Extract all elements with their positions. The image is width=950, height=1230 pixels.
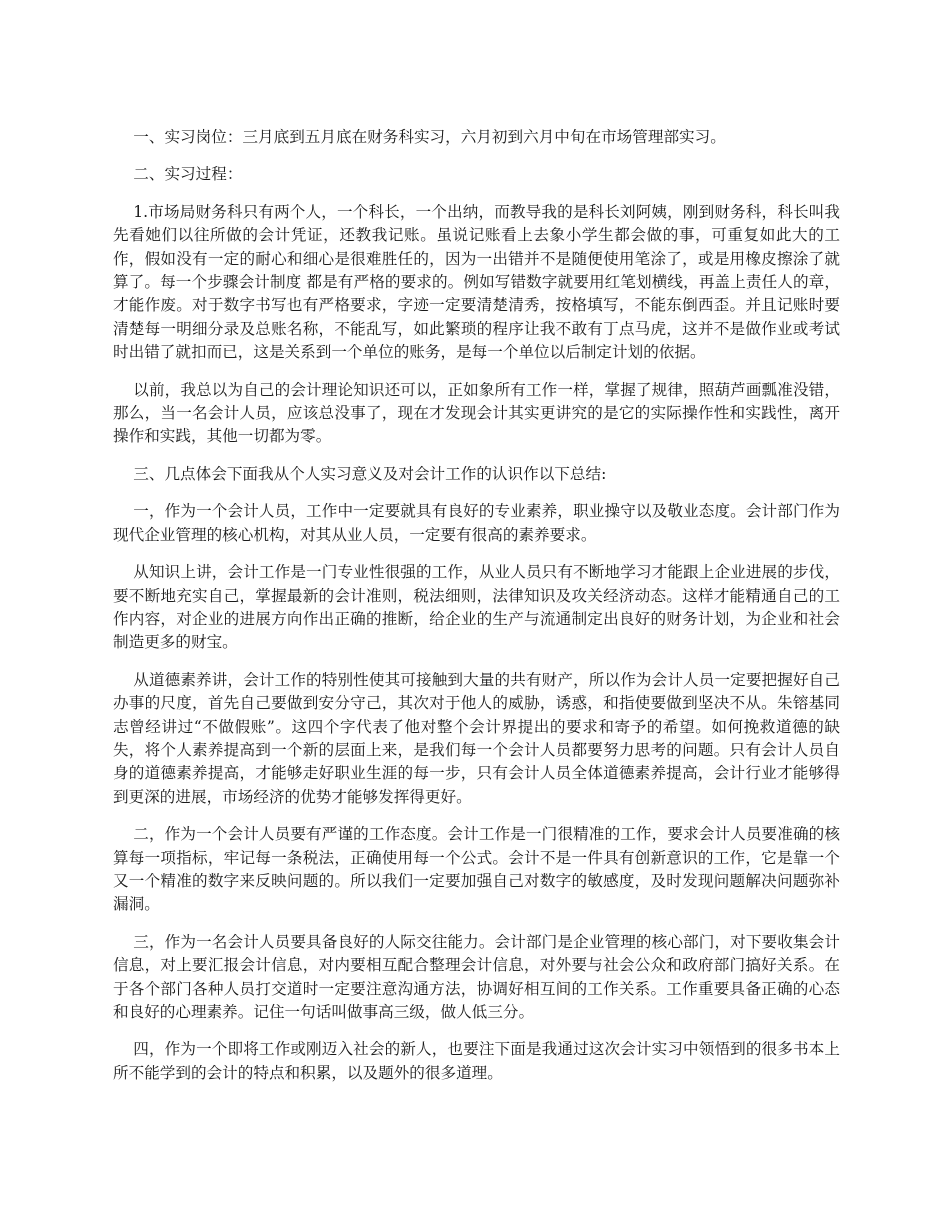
paragraph-point-one: 一，作为一个会计人员，工作中一定要就具有良好的专业素养，职业操守以及敬业态度。会计部门作为现代企业管理的核心机构，对其从业人员，一定要有很高的素养要求。 [113, 502, 840, 544]
paragraph-point-two: 二，作为一个会计人员要有严谨的工作态度。会计工作是一门很精准的工作，要求会计人员要准确的核算每一项指标，牢记每一条税法，正确使用每一个公式。会计不是一件具有创新意识的工作，它是靠一个又一个精准的数字来反映问题的。所以我们一定要加强自己对数字的敏感度，及时发现问题解决问题弥补漏洞。 [113, 825, 840, 914]
paragraph-insights-heading: 三、几点体会下面我从个人实习意义及对会计工作的认识作以下总结: [133, 464, 607, 483]
paragraph-process-heading: 二、实习过程： [133, 165, 243, 184]
paragraph-ethics: 从道德素养讲，会计工作的特别性使其可接触到大量的共有财产，所以作为会计人员一定要把握好自己办事的尺度，首先自己要做到安分守己，其次对于他人的威胁，诱惑，和指使要做到坚决不从。朱镕基同志曾经讲过“不做假账”。这四个字代表了他对整个会计界提出的要求和寄予的希望。如何挽救道德的缺失，将个人素养提高到一个新的层面上来，是我们每一个会计人员都要努力思考的问题。只有会计人员自身的道德素养提高，才能够走好职业生涯的每一步，只有会计人员全体道德素养提高，会计行业才能够得到更深的进展，市场经济的优势才能够发挥得更好。 [113, 670, 840, 806]
paragraph-internship-position: 一、实习岗位：三月底到五月底在财务科实习，六月初到六月中旬在市场管理部实习。 [133, 128, 726, 146]
paragraph-point-three: 三，作为一名会计人员要具备良好的人际交往能力。会计部门是企业管理的核心部门，对下要收集会计信息，对上要汇报会计信息，对内要相互配合整理会计信息，对外要与社会公众和政府部门搞好关系。在于各个部门各种人员打交道时一定要注意沟通方法，协调好相互间的工作关系。工作重要具备正确的心态和良好的心理素养。记住一句话叫做事高三级，做人低三分。 [113, 932, 840, 1021]
paragraph-before: 以前，我总以为自己的会计理论知识还可以，正如象所有工作一样，掌握了规律，照葫芦画瓢准没错，那么，当一名会计人员，应该总没事了，现在才发现会计其实更讲究的是它的实际操作性和实践性，离开操作和实践，其他一切都为零。 [113, 380, 840, 446]
paragraph-point-four: 四，作为一个即将工作或刚迈入社会的新人，也要注下面是我通过这次会计实习中领悟到的很多书本上所不能学到的会计的特点和积累，以及题外的很多道理。 [113, 1040, 840, 1082]
paragraph-finance-dept: 1.市场局财务科只有两个人，一个科长，一个出纳，而教导我的是科长刘阿姨，刚到财务科，科长叫我先看她们以往所做的会计凭证，还教我记账。虽说记账看上去象小学生都会做的事，可重复如此大的工作，假如没有一定的耐心和细心是很难胜任的，因为一出错并不是随便使用笔涂了，或是用橡皮擦涂了就算了。每一个步骤会计制度 都是有严格的要求的。例如写错数字就要用红笔划横线，再盖上责任人的章，才能作废。对于数字书写也有严格要求，字迹一定要清楚清秀，按格填写，不能东倒西歪。并且记账时要清楚每一明细分录及总账名称，不能乱写，如此繁琐的程序让我不敢有丁点马虎，这并不是做作业或考试时出错了就扣而已，这是关系到一个单位的账务，是每一个单位以后制定计划的依据。 [113, 202, 840, 362]
document-body [113, 126, 840, 1099]
paragraph-knowledge: 从知识上讲，会计工作是一门专业性很强的工作，从业人员只有不断地学习才能跟上企业进展的步伐，要不断地充实自己，掌握最新的会计准则，税法细则，法律知识及攻关经济动态。这样才能精通自己的工作内容，对企业的进展方向作出正确的推断，给企业的生产与流通制定出良好的财务计划，为企业和社会制造更多的财宝。 [113, 563, 840, 652]
